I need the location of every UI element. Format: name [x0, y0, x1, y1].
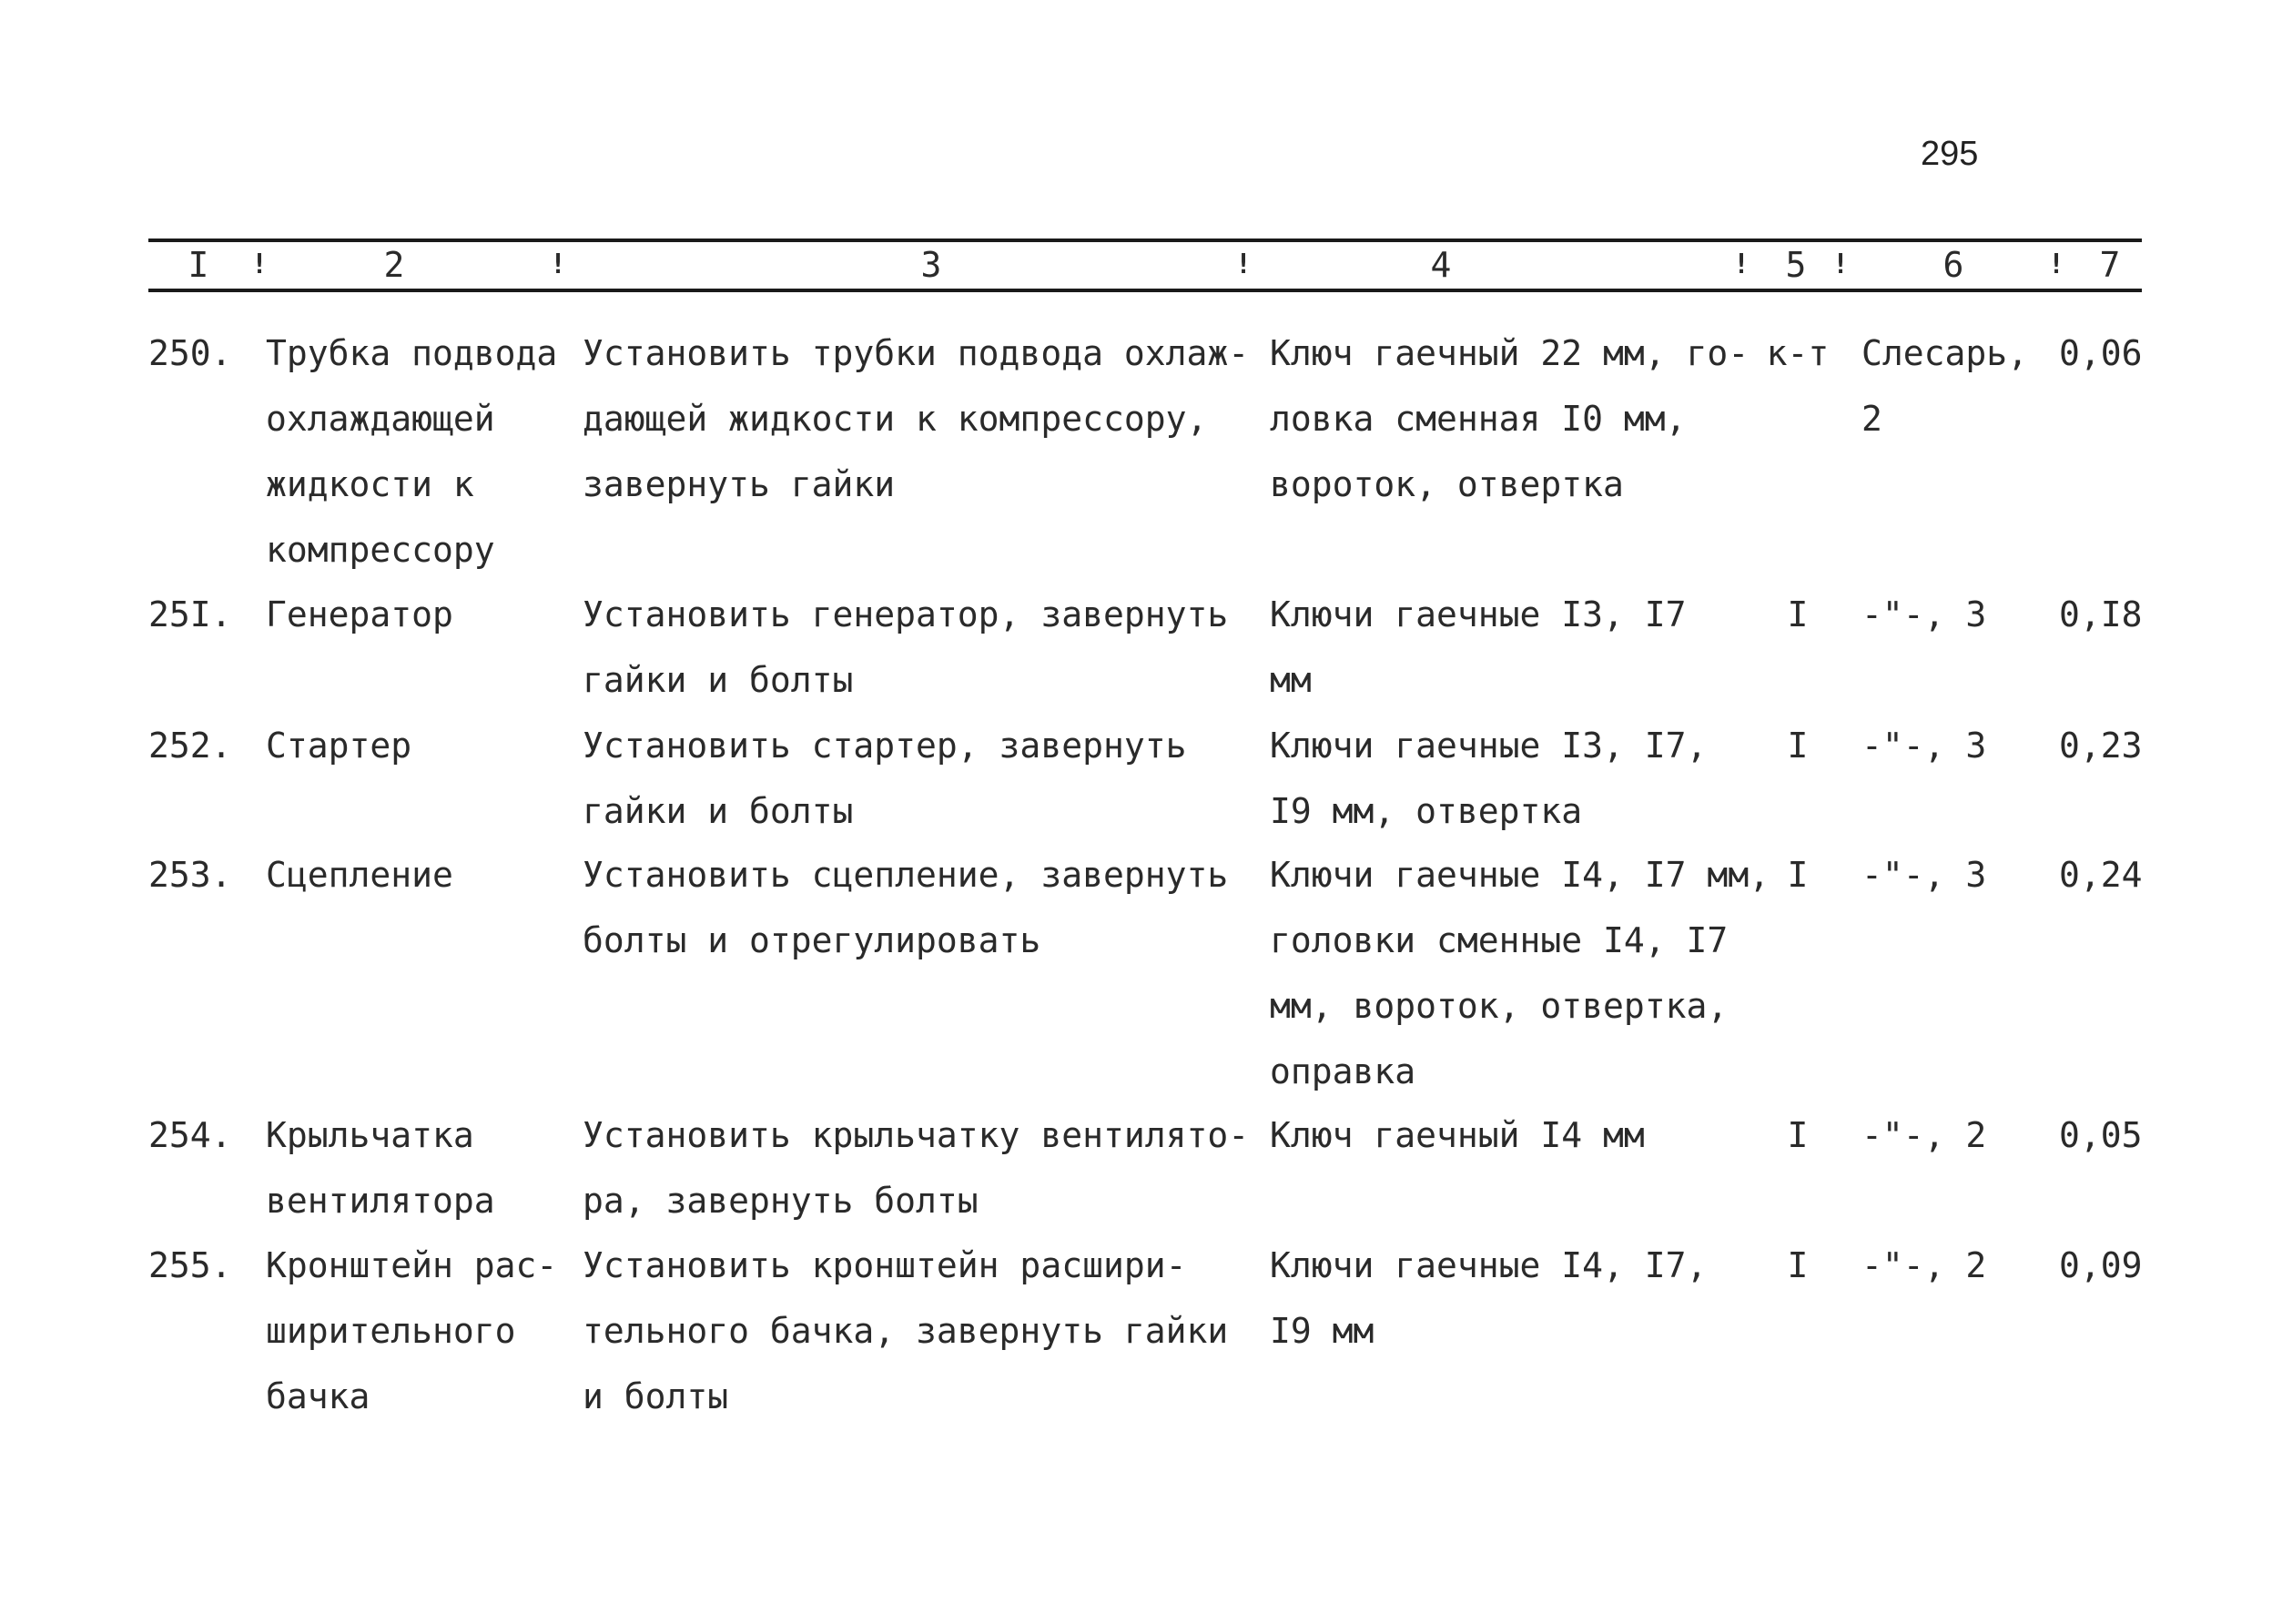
row-operation: Установить крыльчатку вентилято- ра, завернуть болты: [583, 1115, 1250, 1221]
row-operation: Установить генератор, завернуть гайки и болты: [583, 594, 1229, 700]
row-performer: -"-, 3: [1861, 726, 1987, 766]
row-tools: Ключи гаечные I3, I7 мм: [1270, 594, 1687, 700]
row-component-name: Кронштейн рас- ширительного бачка: [266, 1245, 558, 1416]
row-operation: Установить стартер, завернуть гайки и болты: [583, 726, 1187, 831]
row-number: 254.: [148, 1115, 232, 1155]
row-component-name: Крыльчатка вентилятора: [266, 1115, 495, 1221]
header-col-4: 4: [1430, 245, 1452, 285]
row-time: 0,06: [2059, 333, 2143, 373]
row-number: 250.: [148, 333, 232, 373]
header-separator: !: [251, 249, 269, 280]
row-quantity: I: [1787, 726, 1809, 766]
row-tools: Ключи гаечные I4, I7 мм, головки сменные I4, I7 мм, вороток, отвертка, оправка: [1270, 855, 1770, 1091]
row-performer: -"-, 2: [1861, 1245, 1987, 1285]
row-operation: Установить сцепление, завернуть болты и отрегулировать: [583, 855, 1229, 960]
row-operation: Установить кронштейн расшири- тельного бачка, завернуть гайки и болты: [583, 1245, 1229, 1416]
row-number: 253.: [148, 855, 232, 895]
row-component-name: Генератор: [266, 594, 453, 634]
table-header-rule: [148, 289, 2142, 292]
row-tools: Ключ гаечный 22 мм, го- ловка сменная I0 мм, вороток, отвертка: [1270, 333, 1750, 504]
row-time: 0,24: [2059, 855, 2143, 895]
row-component-name: Трубка подвода охлаждающей жидкости к компрессору: [266, 333, 558, 570]
row-performer: -"-, 3: [1861, 855, 1987, 895]
row-number: 252.: [148, 726, 232, 766]
row-number: 255.: [148, 1245, 232, 1285]
row-performer: Слесарь, 2: [1861, 333, 2029, 439]
table-top-rule: [148, 239, 2142, 242]
row-component-name: Стартер: [266, 726, 412, 766]
row-tools: Ключи гаечные I3, I7, I9 мм, отвертка: [1270, 726, 1708, 831]
row-quantity: I: [1787, 1245, 1809, 1285]
row-time: 0,05: [2059, 1115, 2143, 1155]
header-separator: !: [1832, 249, 1850, 280]
row-time: 0,I8: [2059, 594, 2143, 634]
page-number: 295: [1921, 135, 1979, 173]
header-col-3: 3: [920, 245, 942, 285]
row-tools: Ключи гаечные I4, I7, I9 мм: [1270, 1245, 1708, 1351]
row-operation: Установить трубки подвода охлаж- дающей жидкости к компрессору, завернуть гайки: [583, 333, 1250, 504]
header-col-2: 2: [383, 245, 405, 285]
header-separator: !: [1235, 249, 1253, 280]
row-time: 0,09: [2059, 1245, 2143, 1285]
row-quantity: I: [1787, 594, 1809, 634]
row-performer: -"-, 2: [1861, 1115, 1987, 1155]
row-quantity: I: [1787, 855, 1809, 895]
header-col-5: 5: [1785, 245, 1807, 285]
header-separator: !: [2048, 249, 2065, 280]
row-time: 0,23: [2059, 726, 2143, 766]
row-quantity: к-т: [1766, 333, 1830, 373]
row-tools: Ключ гаечный I4 мм: [1270, 1115, 1645, 1155]
header-col-6: 6: [1942, 245, 1964, 285]
header-separator: !: [550, 249, 567, 280]
header-col-1: I: [188, 245, 209, 285]
row-quantity: I: [1787, 1115, 1809, 1155]
row-performer: -"-, 3: [1861, 594, 1987, 634]
header-col-7: 7: [2099, 245, 2121, 285]
header-separator: !: [1733, 249, 1750, 280]
row-number: 25I.: [148, 594, 232, 634]
row-component-name: Сцепление: [266, 855, 453, 895]
